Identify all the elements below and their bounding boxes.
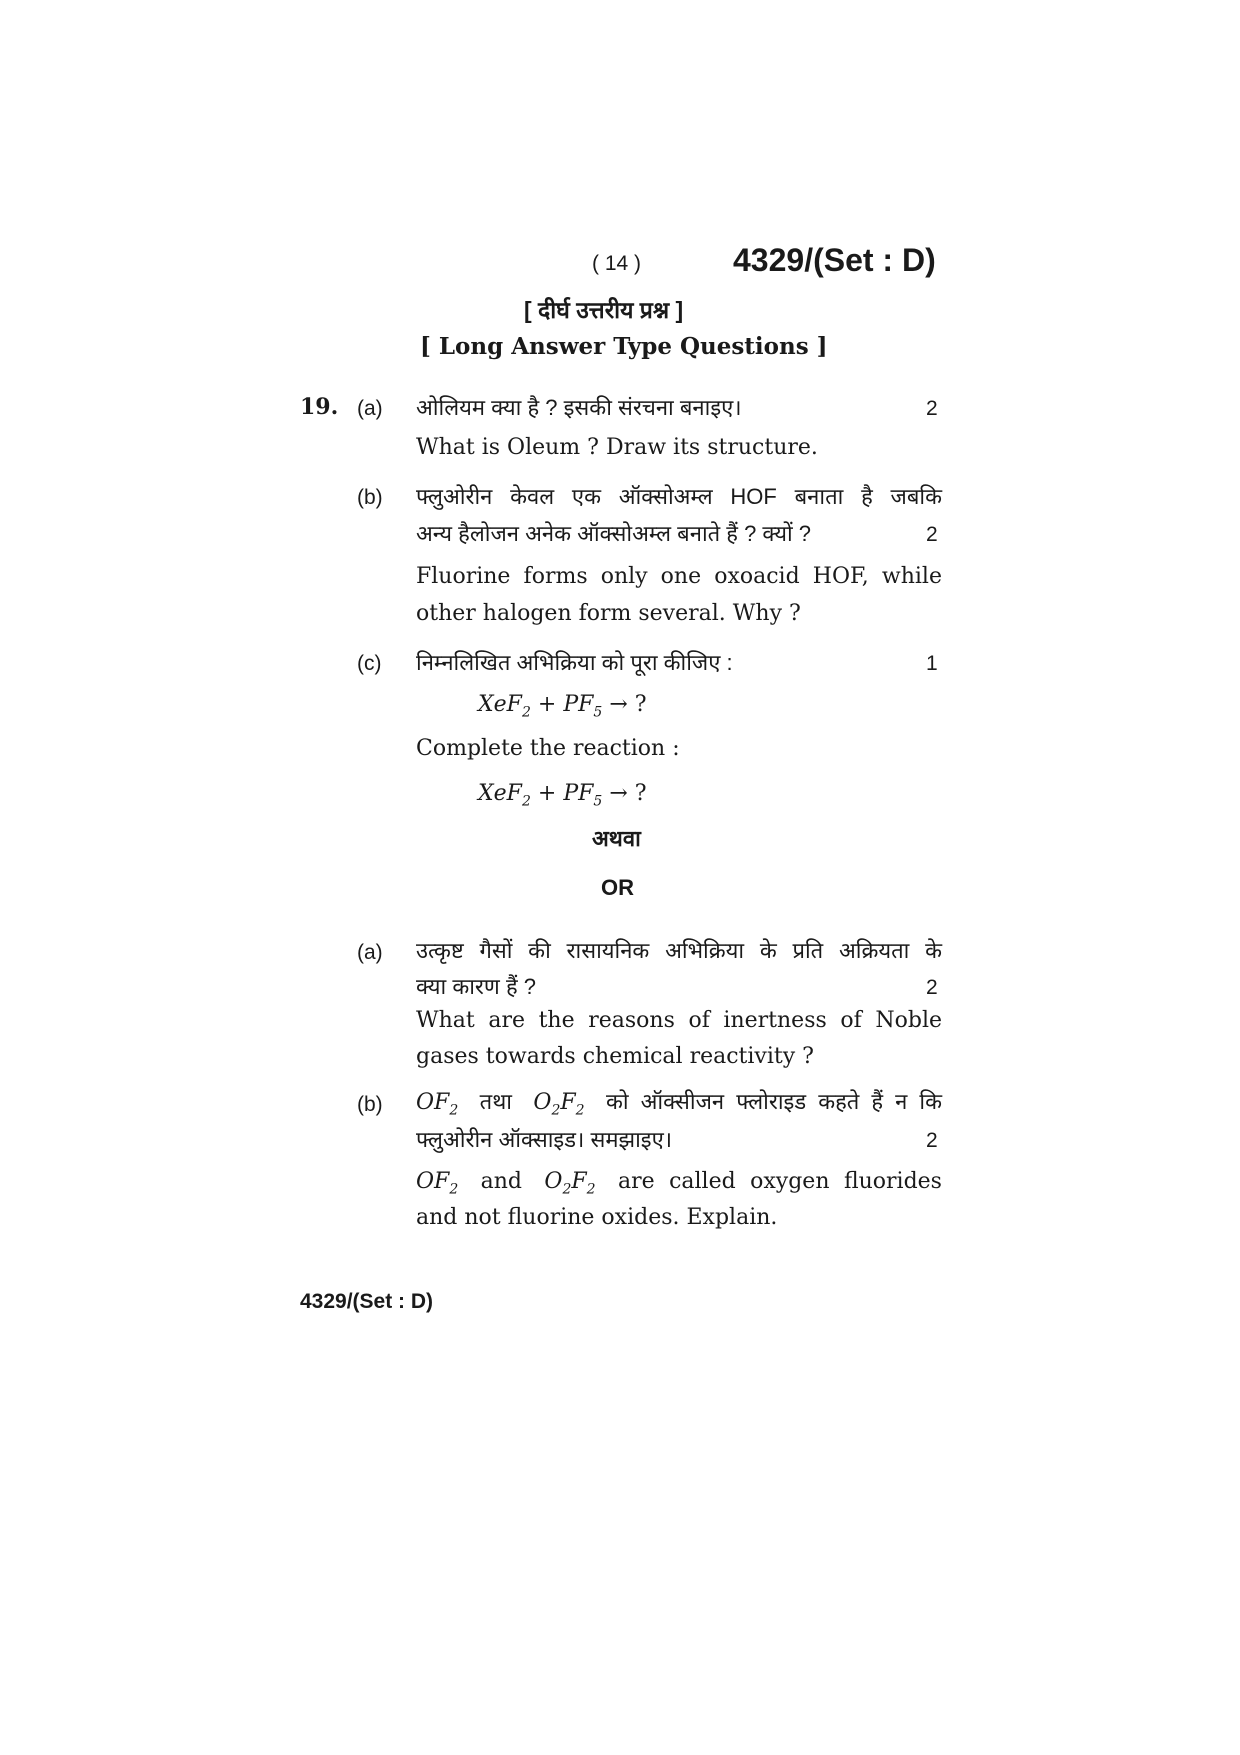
part-b-english-line2: other halogen form several. Why ?: [416, 601, 801, 626]
section-title-english: [ Long Answer Type Questions ]: [420, 333, 828, 360]
part-b-marks: 2: [926, 523, 938, 546]
alt-b-marks: 2: [926, 1129, 938, 1152]
section-title-hindi: [ दीर्घ उत्तरीय प्रश्न ]: [524, 297, 684, 323]
o2-subscript: 2: [562, 1181, 572, 1198]
pf-symbol: PF: [563, 692, 594, 717]
f2-symbol: F: [560, 1090, 576, 1115]
xef-symbol: XeF: [478, 781, 522, 806]
of-subscript: 2: [449, 1181, 459, 1198]
alt-a-marks: 2: [926, 976, 938, 999]
alt-part-label-a: (a): [357, 941, 383, 964]
part-label-a: (a): [357, 397, 383, 420]
alt-b-english-line1: [416, 1169, 942, 1197]
o2-symbol: O: [544, 1169, 563, 1194]
alt-b-hindi-rest: को ऑक्सीजन फ्लोराइड कहते हैं न कि: [606, 1089, 942, 1114]
alt-b-english-line2: and not fluorine oxides. Explain.: [416, 1205, 778, 1230]
reaction-arrow: → ?: [609, 781, 647, 806]
f2-subscript: 2: [586, 1181, 596, 1198]
f2-symbol: F: [571, 1169, 587, 1194]
of-symbol: OF: [416, 1090, 450, 1115]
f2-subscript: 2: [575, 1102, 585, 1119]
or-hindi: अथवा: [592, 826, 641, 851]
alt-part-label-b: (b): [357, 1093, 383, 1116]
pf-symbol: PF: [563, 781, 594, 806]
part-c-marks: 1: [926, 652, 938, 675]
pf-subscript: 5: [593, 704, 603, 721]
alt-b-english-and: and: [480, 1169, 523, 1194]
pf-subscript: 5: [593, 793, 603, 810]
set-code-header: 4329/(Set : D): [733, 242, 936, 278]
xef-symbol: XeF: [478, 692, 522, 717]
plus-sign: +: [537, 692, 557, 717]
alt-a-english-line2: gases towards chemical reactivity ?: [416, 1044, 814, 1069]
part-a-hindi: ओलियम क्या है ? इसकी संरचना बनाइए।: [416, 395, 742, 420]
xef-subscript: 2: [521, 704, 531, 721]
alt-b-english-rest: are called oxygen fluorides: [617, 1169, 942, 1194]
alt-a-english-line1: What are the reasons of inertness of Noble: [416, 1008, 942, 1033]
question-number: 19.: [300, 394, 339, 420]
set-code-footer: 4329/(Set : D): [300, 1290, 434, 1313]
alt-b-hindi-word: तथा: [479, 1089, 512, 1114]
or-english: OR: [601, 875, 634, 900]
alt-b-hindi-line2: फ्लुओरीन ऑक्साइड। समझाइए।: [416, 1127, 673, 1152]
part-b-hindi-line1: फ्लुओरीन केवल एक ऑक्सोअम्ल HOF बनाता है जबकि: [416, 484, 942, 509]
o2-subscript: 2: [551, 1102, 561, 1119]
of-subscript: 2: [449, 1102, 459, 1119]
reaction-formula-hindi: [478, 692, 647, 720]
of-symbol: OF: [416, 1169, 450, 1194]
part-c-hindi: निम्नलिखित अभिक्रिया को पूरा कीजिए :: [416, 650, 733, 675]
alt-a-hindi-line2: क्या कारण हैं ?: [416, 974, 536, 999]
o2-symbol: O: [533, 1090, 552, 1115]
reaction-formula-english: [478, 781, 647, 809]
alt-b-hindi-line1: [416, 1086, 942, 1118]
part-label-c: (c): [357, 652, 382, 675]
page-number: ( 14 ): [592, 252, 642, 275]
xef-subscript: 2: [521, 793, 531, 810]
part-c-english: Complete the reaction :: [416, 736, 680, 761]
plus-sign: +: [537, 781, 557, 806]
part-b-hindi-line2: अन्य हैलोजन अनेक ऑक्सोअम्ल बनाते हैं ? क्यों ?: [416, 521, 812, 546]
part-label-b: (b): [357, 486, 383, 509]
part-a-marks: 2: [926, 397, 938, 420]
reaction-arrow: → ?: [609, 692, 647, 717]
alt-a-hindi-line1: उत्कृष्ट गैसों की रासायनिक अभिक्रिया के प्रति अक्रियता के: [416, 938, 942, 963]
part-a-english: What is Oleum ? Draw its structure.: [416, 435, 818, 460]
part-b-english-line1: Fluorine forms only one oxoacid HOF, while: [416, 564, 942, 589]
